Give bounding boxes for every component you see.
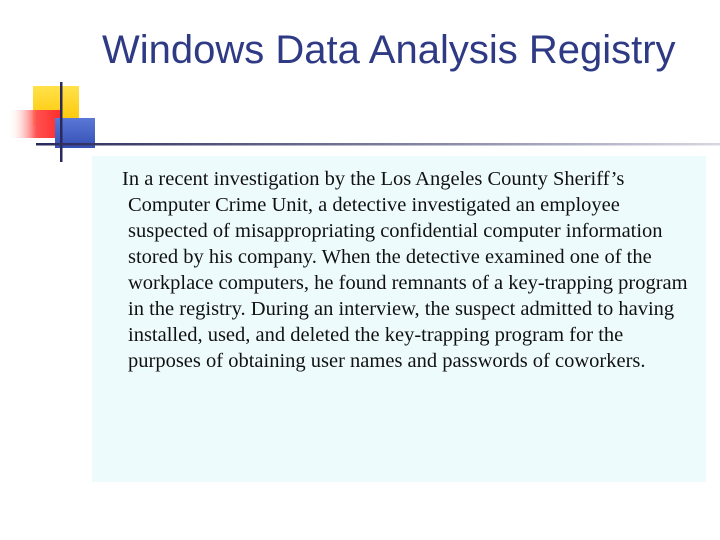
slide-title: Windows Data Analysis Registry [102,28,676,72]
vertical-rule [60,82,63,162]
body-paragraph: In a recent investigation by the Los Angeles County Sheriff’s Computer Crime Unit, a detective investigated an employee suspected of misappropriating confidential computer information stored by his company. When the detective examined one of the workplace computers, he found remnants of a key-trapping program in the registry. During an interview, the suspect admitted to having installed, used, and deleted the key-trapping program for the purposes of obtaining user names and passwords of coworkers. [122,168,688,372]
horizontal-rule [36,143,720,146]
red-bar [8,110,60,138]
